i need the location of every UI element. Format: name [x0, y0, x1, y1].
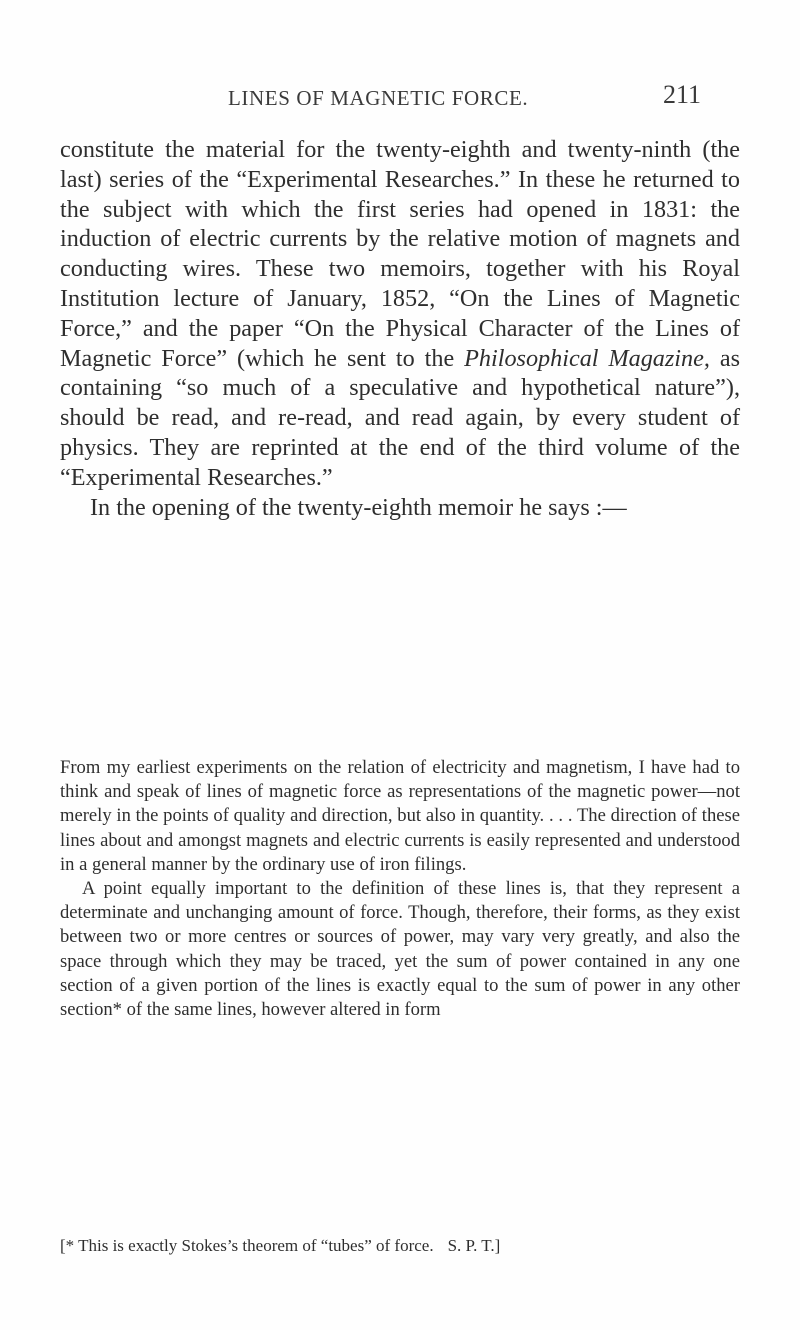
journal-title: Philosophical Magazine,: [464, 344, 710, 372]
quote-paragraph: A point equally important to the definition of these lines is, that they represent a determinate and unchanging amount of force. Though, therefore, their forms, as they exist between two or more centres or sources of power, may vary very greatly, and also the space through which they may be traced, yet the sum of power contained in any one section of a given portion of the lines is exactly equal to the sum of power in any other section* of the same lines, however altered in form: [60, 878, 740, 1021]
footnote-signature: S. P. T.]: [447, 1236, 501, 1255]
footnote: [60, 1235, 740, 1257]
block-quote: [60, 756, 740, 1022]
body-text-run: constitute the material for the twenty-eighth and twenty-ninth (the last) series of the “Experimental Researches.” In these he returned to the subject with which the first series had opened in 1831: the induction of electric currents by the relative motion of magnets and conducting wires. These two memoirs, together with his Royal Institution lecture of January, 1852, “On the Lines of Magnetic Force,” and the paper “On the Physical Character of the Lines of Magnetic Force” (which he sent to the: [60, 136, 740, 372]
body-paragraph: In the opening of the twenty-eighth memoir he says :—: [90, 493, 627, 521]
main-text: [60, 135, 740, 522]
running-title: LINES OF MAGNETIC FORCE.: [228, 86, 529, 110]
quote-paragraph: From my earliest experiments on the relation of electricity and magnetism, I have had to think and speak of lines of magnetic force as representations of the magnetic power—not merely in the points of quality and direction, but also in quantity. . . . The direction of these lines about and amongst magnets and electric currents is easily represented and understood in a general manner by the ordinary use of iron filings.: [60, 757, 740, 875]
footnote-text: [* This is exactly Stokes’s theorem of “tubes” of force.: [60, 1236, 434, 1255]
body-text-run: as containing “so much of a speculative and hypothetical nature”), should be read, and re-read, and read again, by every student of physics. They are reprinted at the end of the third volume of the “Experimental Researches.”: [60, 344, 741, 491]
page-number: 211: [663, 80, 702, 109]
body-paragraph: [60, 135, 740, 493]
